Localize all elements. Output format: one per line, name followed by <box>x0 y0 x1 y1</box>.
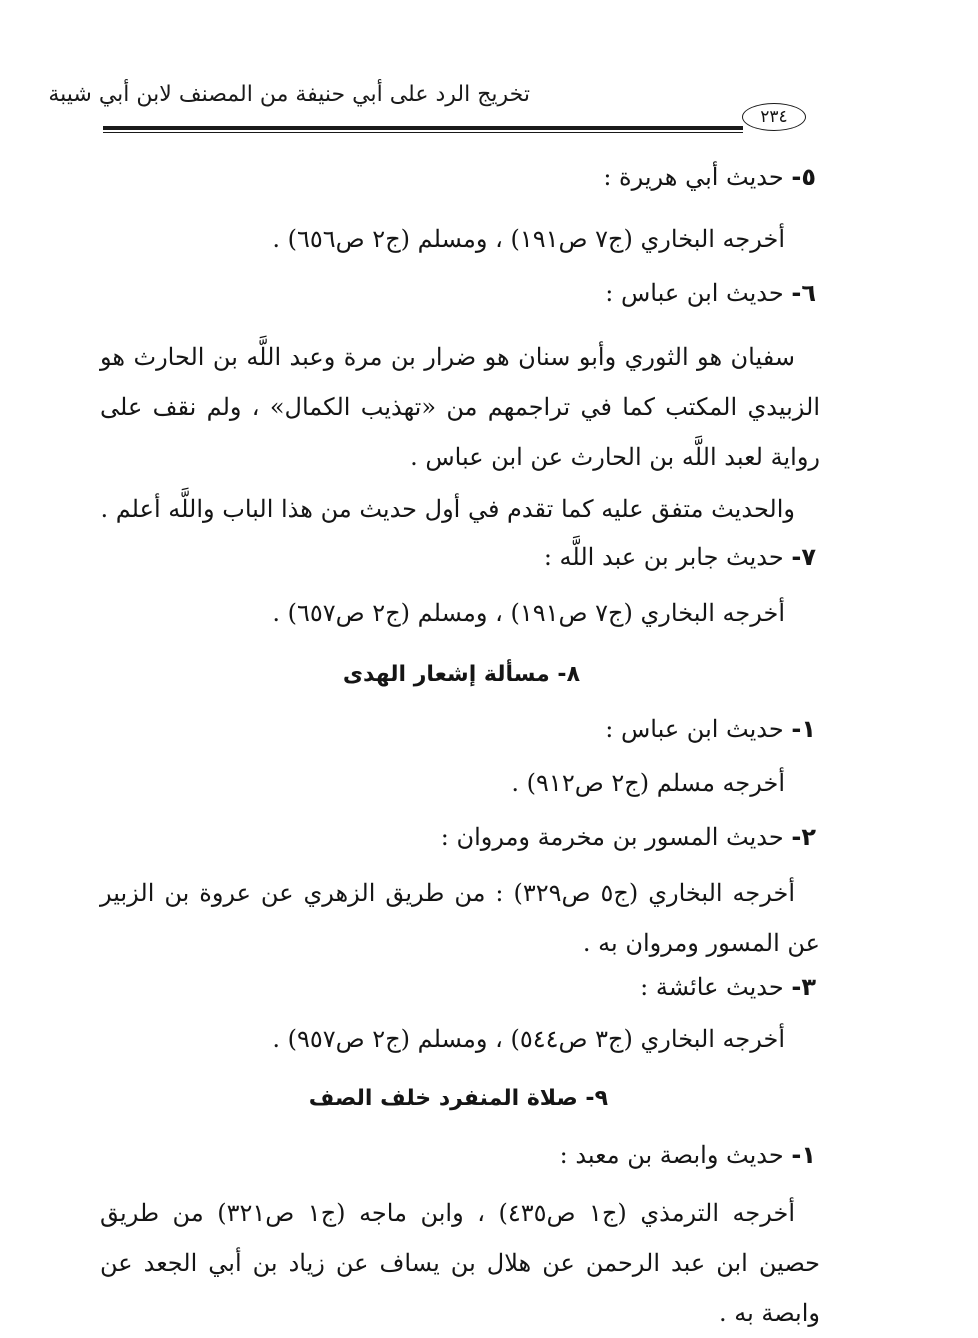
section-9-item-1-heading <box>560 1138 816 1172</box>
section-8-item-1-title: حديث ابن عباس : <box>605 715 784 743</box>
section-8-item-3-title: حديث عائشة : <box>640 973 784 1001</box>
item-7-heading <box>544 540 816 574</box>
item-6-heading <box>605 276 816 310</box>
item-5-source: أخرجه البخاري (ج٧ ص١٩١) ، ومسلم (ج٢ ص٦٥٦) . <box>272 225 785 253</box>
item-5-number: ٥- <box>791 163 816 191</box>
item-5-heading <box>603 160 816 194</box>
item-6-number: ٦- <box>791 279 816 307</box>
item-7-title: حديث جابر بن عبد اللَّه : <box>543 543 784 571</box>
header-rule-thick <box>103 126 743 130</box>
page-number: ٢٣٤ <box>742 103 806 131</box>
section-8-item-2-heading <box>441 820 816 854</box>
section-8-item-3-heading <box>640 970 816 1004</box>
running-header-title: تخريج الرد على أبي حنيفة من المصنف لابن أبي شيبة <box>48 82 530 107</box>
item-5-title: حديث أبي هريرة : <box>603 163 784 191</box>
item-7-number: ٧- <box>791 543 816 571</box>
section-9-heading: ٩- صلاة المنفرد خلف الصف <box>308 1086 608 1111</box>
section-8-item-2-number: ٢- <box>791 823 816 851</box>
item-6-paragraph: سفيان هو الثوري وأبو سنان هو ضرار بن مرة وعبد اللَّه بن الحارث هو الزبيدي المكتب كما في تراجمهم من «تهذيب الكمال» ، ولم نقف على رواية لعبد اللَّه بن الحارث عن ابن عباس . <box>100 343 820 471</box>
section-8-item-1-number: ١- <box>791 715 816 743</box>
item-6-title: حديث ابن عباس : <box>605 279 784 307</box>
section-8-item-1-source: أخرجه مسلم (ج٢ ص٩١٢) . <box>511 769 785 797</box>
section-8-heading: ٨- مسألة إشعار الهدى <box>342 662 580 687</box>
section-8-item-3-source: أخرجه البخاري (ج٣ ص٥٤٤) ، ومسلم (ج٢ ص٩٥٧) . <box>272 1025 785 1053</box>
section-8-item-1-heading <box>605 712 816 746</box>
item-6-paragraph-2: والحديث متفق عليه كما تقدم في أول حديث من هذا الباب واللَّه أعلم . <box>100 495 795 523</box>
header-rule-thin <box>103 132 743 133</box>
section-8-item-2-title: حديث المسور بن مخرمة ومروان : <box>440 823 784 851</box>
item-7-source: أخرجه البخاري (ج٧ ص١٩١) ، ومسلم (ج٢ ص٦٥٧) . <box>272 599 785 627</box>
section-8-item-2-paragraph: أخرجه البخاري (ج٥ ص٣٢٩) : من طريق الزهري عن عروة بن الزبير عن المسور ومروان به . <box>100 879 820 957</box>
section-9-item-1-paragraph: أخرجه الترمذي (ج١ ص٤٣٥) ، وابن ماجه (ج١ ص٣٢١) من طريق حصين ابن عبد الرحمن عن هلال بن يساف عن زياد بن أبي الجعد عن وابصة به . <box>100 1199 820 1327</box>
section-8-item-3-number: ٣- <box>791 973 816 1001</box>
section-9-item-1-number: ١- <box>791 1141 816 1169</box>
section-9-item-1-title: حديث وابصة بن معبد : <box>559 1141 784 1169</box>
